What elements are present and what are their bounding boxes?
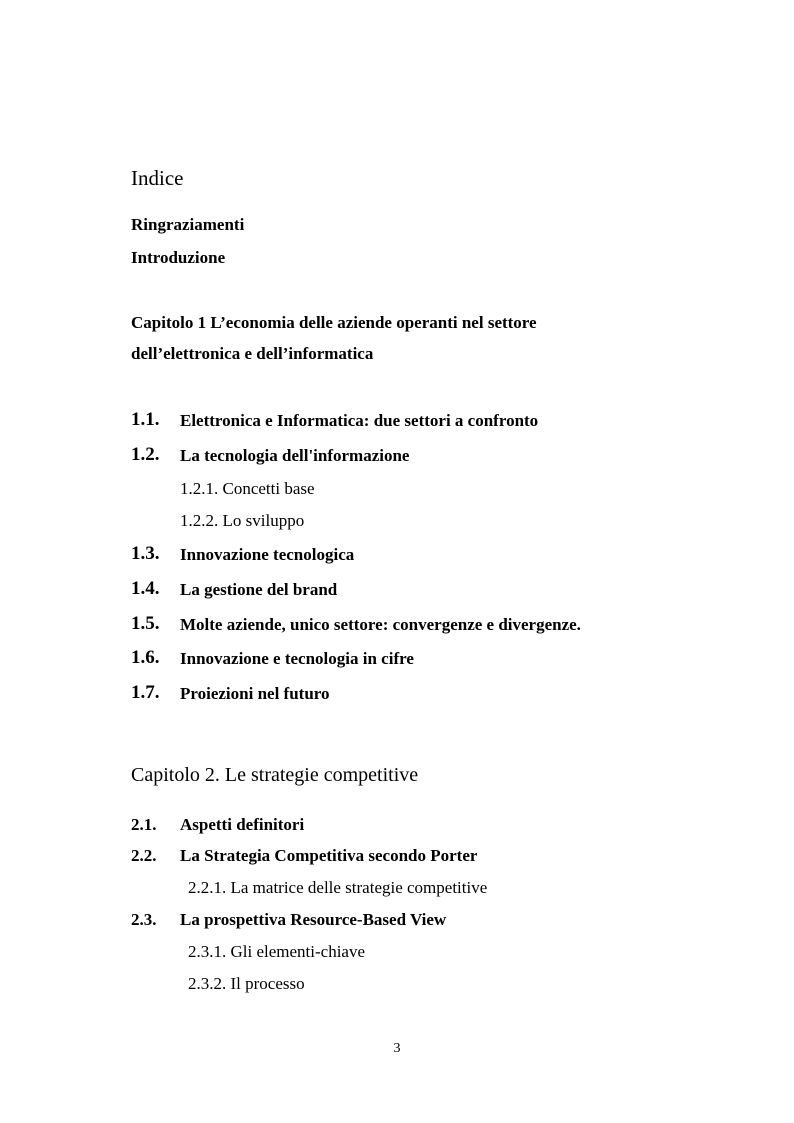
section-1-1-title: Elettronica e Informatica: due settori a confronto bbox=[180, 411, 539, 430]
subsection-2-3-1: 2.3.1. Gli elementi-chiave bbox=[188, 942, 366, 961]
section-1-3-title: Innovazione tecnologica bbox=[180, 545, 355, 564]
section-1-3-number: 1.3. bbox=[131, 543, 160, 564]
section-1-7-number: 1.7. bbox=[131, 682, 160, 703]
section-1-4-title: La gestione del brand bbox=[180, 580, 338, 599]
subsection-1-2-2: 1.2.2. Lo sviluppo bbox=[180, 511, 305, 530]
page-number: 3 bbox=[393, 1041, 401, 1056]
section-2-2-title: La Strategia Competitiva secondo Porter bbox=[180, 846, 478, 865]
section-1-2-number: 1.2. bbox=[131, 444, 160, 465]
section-2-1-title: Aspetti definitori bbox=[180, 815, 305, 834]
toc-title: Indice bbox=[131, 166, 184, 190]
subsection-1-2-1: 1.2.1. Concetti base bbox=[180, 479, 315, 498]
chapter2-title: Capitolo 2. Le strategie competitive bbox=[131, 764, 419, 786]
section-1-1-number: 1.1. bbox=[131, 409, 160, 430]
toc-entry-introduzione: Introduzione bbox=[131, 248, 226, 267]
section-1-7-title: Proiezioni nel futuro bbox=[180, 684, 330, 703]
section-1-4-number: 1.4. bbox=[131, 578, 160, 599]
section-1-2-title: La tecnologia dell'informazione bbox=[180, 446, 410, 465]
toc-entry-ringraziamenti: Ringraziamenti bbox=[131, 215, 245, 234]
section-1-5-number: 1.5. bbox=[131, 613, 160, 634]
chapter1-title-line1: Capitolo 1 L’economia delle aziende operanti nel settore bbox=[131, 313, 537, 332]
section-2-3-title: La prospettiva Resource-Based View bbox=[180, 910, 447, 929]
subsection-2-3-2: 2.3.2. Il processo bbox=[188, 974, 305, 993]
chapter1-title-line2: dell’elettronica e dell’informatica bbox=[131, 344, 374, 363]
section-2-2-number: 2.2. bbox=[131, 846, 157, 865]
subsection-2-2-1: 2.2.1. La matrice delle strategie competitive bbox=[188, 878, 488, 897]
section-2-3-number: 2.3. bbox=[131, 910, 157, 929]
section-2-1-number: 2.1. bbox=[131, 815, 157, 834]
section-1-6-title: Innovazione e tecnologia in cifre bbox=[180, 649, 414, 668]
section-1-6-number: 1.6. bbox=[131, 647, 160, 668]
section-1-5-title: Molte aziende, unico settore: convergenze e divergenze. bbox=[180, 615, 581, 634]
